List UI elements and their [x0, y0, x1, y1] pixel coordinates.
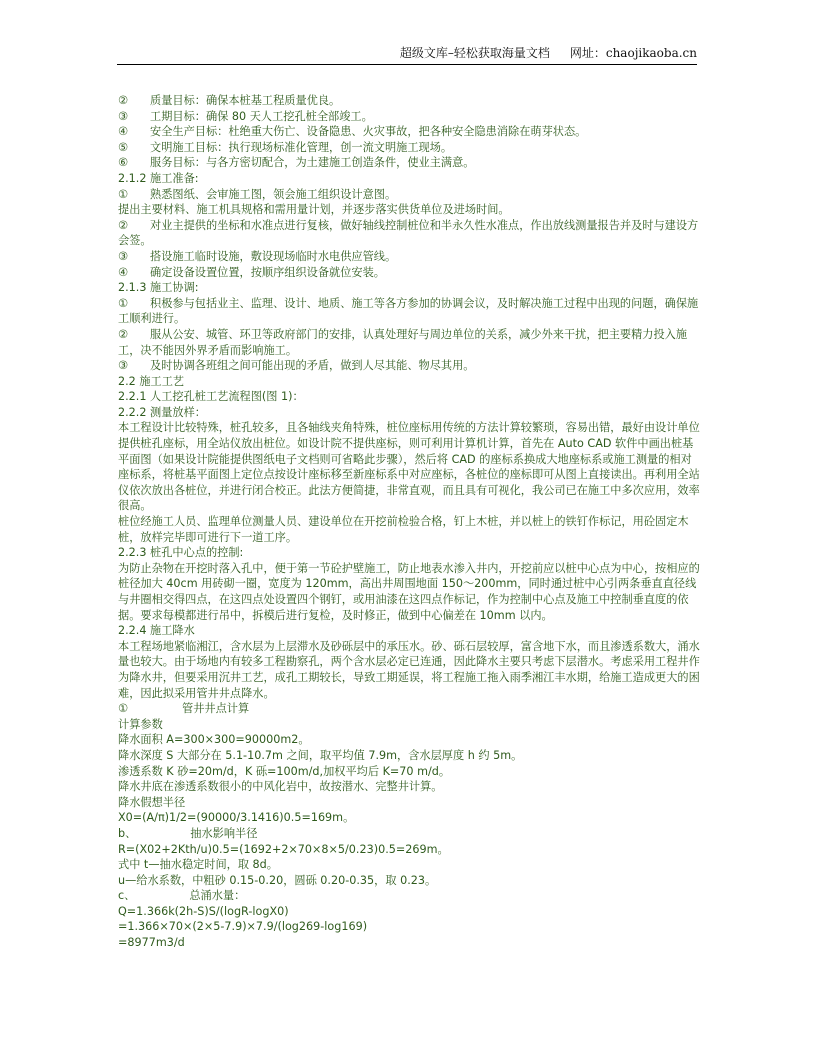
list-marker: ④	[118, 265, 129, 279]
paragraph: 提出主要材料、施工机具规格和需用量计划，并逐步落实供货单位及进场时间。	[118, 203, 510, 217]
goal-text: 服务目标：与各方密切配合，为土建施工创造条件，使业主满意。	[150, 156, 475, 170]
list-marker: ②	[118, 94, 129, 107]
list-text: 对业主提供的坐标和水准点进行复核，做好轴线控制桩位和半永久性水准点，作出放线测量报告并及时与建设方会签。	[118, 218, 699, 248]
goal-item	[118, 93, 702, 109]
formula-q-substituted: =1.366×70×(2×5-7.9)×7.9/(log269-log169)	[118, 920, 368, 934]
list-item	[118, 218, 702, 249]
header-site-name: 超级文库–轻松获取海量文档	[399, 46, 550, 60]
section-heading-2-2-3: 2.2.3 桩孔中心点的控制:	[118, 546, 244, 560]
list-item	[118, 358, 702, 374]
list-marker: b、	[118, 826, 137, 840]
param-depth: 降水深度 S 大部分在 5.1-10.7m 之间，取平均值 7.9m，含水层厚度 h 约 5m。	[118, 748, 523, 762]
formula-q-result: =8977m3/d	[118, 936, 185, 950]
section-heading-2-2: 2.2 施工工艺	[118, 374, 185, 388]
calc-heading	[118, 701, 702, 717]
paragraph: 桩位经施工人员、监理单位测量人员、建设单位在开挖前检验合格，钉上木桩，并以桩上的铁钉作标记，用砼固定木桩，放样完毕即可进行下一道工序。	[118, 515, 689, 544]
section-heading-2-1-3: 2.1.3 施工协调:	[118, 281, 199, 295]
param-well-base: 降水井底在渗透系数很小的中风化岩中，故按潜水、完整井计算。	[118, 780, 443, 794]
goal-text: 工期目标：确保 80 天人工挖孔桩全部竣工。	[150, 109, 373, 123]
section-heading-2-2-2: 2.2.2 测量放样：	[118, 405, 206, 419]
list-text: 搭设施工临时设施，敷设现场临时水电供应管线。	[150, 249, 397, 263]
goal-item	[118, 140, 702, 156]
params-title: 计算参数	[118, 717, 163, 731]
list-marker: ①	[118, 296, 129, 310]
calc-subheading-c	[118, 888, 702, 904]
list-item	[118, 187, 702, 203]
list-text: 确定设备设置位置，按顺序组织设备就位安装。	[150, 265, 385, 279]
paragraph: 为防止杂物在开挖时落入孔中，便于第一节砼护壁施工，防止地表水渗入井内，开挖前应以桩中心点为中心，按相应的桩径加大 40cm 用砖砌一圈，宽度为 120mm，高出井周围地面 150～200mm，同时通过桩中心引两条垂直直径线与井圈相交得四点，在这四点处设置四个钢钉，或用油漆在这四点作标记，作为控制中心点及施工中控制垂直度的依据。要求每模都进行吊中，拆模后进行复检，及时修正，做到中心偏差在 10mm 以内。	[118, 561, 700, 622]
header-divider	[117, 64, 697, 65]
list-text: 积极参与包括业主、监理、设计、地质、施工等各方参加的协调会议，及时解决施工过程中出现的问题，确保施工顺利进行。	[118, 296, 699, 326]
note-u: u—给水系数，中粗砂 0.15-0.20，圆砾 0.20-0.35，取 0.23。	[118, 873, 437, 887]
paragraph: 本工程场地紧临湘江，含水层为上层滞水及砂砾层中的承压水。砂、砾石层较厚，富含地下水，而且渗透系数大，涌水量也较大。由于场地内有较多工程勘察孔，两个含水层必定已连通，因此降水主要只考虑下层潜水。考虑采用工程井作为降水井，但要采用沉井工艺，成孔工期较长，导致工期延误，将工程施工拖入雨季湘江丰水期，给施工造成更大的困难，因此拟采用管井井点降水。	[118, 639, 700, 700]
formula-x0: X0=(A/π)1/2=(90000/3.1416)0.5=169m。	[118, 811, 355, 825]
list-text: 及时协调各班组之间可能出现的矛盾，做到人尽其能、物尽其用。	[150, 359, 475, 373]
list-item	[118, 265, 702, 281]
section-heading-2-2-1: 2.2.1 人工挖孔桩工艺流程图(图 1)：	[118, 390, 304, 404]
header-url: 网址：chaojikaoba.cn	[569, 46, 697, 60]
list-text: 熟悉图纸、会审施工图，领会施工组织设计意图。	[150, 187, 397, 201]
page-header	[117, 44, 697, 64]
list-marker: ①	[118, 187, 129, 201]
list-marker: ⑥	[118, 156, 129, 170]
list-text: 服从公安、城管、环卫等政府部门的安排，认真处理好与周边单位的关系，减少外来干扰，把主要精力投入施工，决不能因外界矛盾而影响施工。	[118, 327, 688, 357]
list-item	[118, 249, 702, 265]
note-t: 式中 t—抽水稳定时间，取 8d。	[118, 858, 278, 872]
calc-title: 管井井点计算	[182, 702, 250, 716]
goal-text: 安全生产目标：杜绝重大伤亡、设备隐患、火灾事故，把各种安全隐患消除在萌芽状态。	[150, 125, 587, 139]
list-marker: c、	[118, 889, 136, 903]
list-marker: ⑤	[118, 140, 129, 154]
list-item	[118, 327, 702, 358]
list-marker: ①	[118, 702, 129, 716]
section-heading-2-2-4: 2.2.4 施工降水	[118, 624, 195, 638]
formula-q: Q=1.366k(2h-S)S/(logR-logX0)	[118, 904, 289, 918]
list-marker: ②	[118, 327, 129, 341]
calc-title: 总涌水量：	[189, 889, 246, 903]
goal-text: 质量目标：确保本桩基工程质量优良。	[150, 94, 341, 107]
param-area: 降水面积 A=300×300=90000m2。	[118, 733, 310, 747]
list-marker: ③	[118, 109, 129, 123]
formula-r: R=(X02+2Kth/u)0.5=(1692+2×70×8×5/0.23)0.5=269m。	[118, 842, 449, 856]
list-marker: ②	[118, 218, 129, 232]
goal-item	[118, 109, 702, 125]
radius-title: 降水假想半径	[118, 795, 186, 809]
calc-subheading-b	[118, 826, 702, 842]
list-marker: ④	[118, 125, 129, 139]
goal-text: 文明施工目标：执行现场标准化管理，创一流文明施工现场。	[150, 140, 453, 154]
goal-item	[118, 124, 702, 140]
param-permeability: 渗透系数 K 砂=20m/d，K 砾=100m/d,加权平均后 K=70 m/d。	[118, 764, 451, 778]
paragraph: 本工程设计比较特殊，桩孔较多，且各轴线夹角特殊，桩位座标用传统的方法计算较繁琐，容易出错，最好由设计单位提供桩孔座标，用全站仪放出桩位。如设计院不提供座标，则可利用计算机计算，首先在 Auto CAD 软件中画出桩基平面图（如果设计院能提供图纸电子文档则可省略此步骤），然后将 CAD 的座标系换成大地座标系或施工测量的相对座标系，将桩基平面图上定位点按设计座标移至新座标系中对应座标，各桩位的座标即可从图上直接读出。再利用全站仪依次放出各桩位，并进行闭合校正。此法方便简捷，非常直观，而且具有可视化，我公司已在施工中多次应用，效率很高。	[118, 421, 700, 513]
list-marker: ③	[118, 249, 129, 263]
list-marker: ③	[118, 359, 129, 373]
list-item	[118, 296, 702, 327]
goal-item	[118, 155, 702, 171]
section-heading-2-1-2: 2.1.2 施工准备:	[118, 171, 199, 185]
calc-title: 抽水影响半径	[190, 826, 258, 840]
document-body	[118, 93, 702, 951]
